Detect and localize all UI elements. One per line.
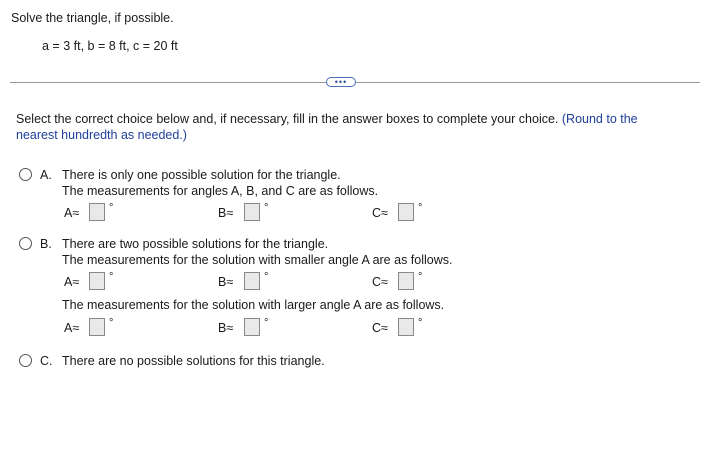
choice-b1-angle-A-input[interactable] — [89, 272, 105, 290]
degree-symbol: ° — [264, 317, 269, 329]
radio-choice-c[interactable] — [19, 354, 32, 367]
choice-a-label-A: A≈ — [64, 206, 80, 220]
choice-b1-label-A: A≈ — [64, 275, 80, 289]
problem-given: a = 3 ft, b = 8 ft, c = 20 ft — [42, 39, 178, 53]
choice-a-label-C: C≈ — [372, 206, 388, 220]
choice-a-angle-C-input[interactable] — [398, 203, 414, 221]
more-button[interactable]: ••• — [326, 77, 356, 87]
degree-symbol: ° — [109, 271, 114, 283]
choice-b-letter: B. — [40, 237, 52, 251]
degree-symbol: ° — [264, 271, 269, 283]
choice-b2-label-C: C≈ — [372, 321, 388, 335]
radio-choice-a[interactable] — [19, 168, 32, 181]
choice-a-label-B: B≈ — [218, 206, 234, 220]
choice-b1-label-C: C≈ — [372, 275, 388, 289]
prompt-text: Select the correct choice below and, if necessary, fill in the answer boxes to complete your choice. — [16, 112, 559, 126]
choice-b1-angle-B-input[interactable] — [244, 272, 260, 290]
degree-symbol: ° — [264, 202, 269, 214]
degree-symbol: ° — [109, 317, 114, 329]
degree-symbol: ° — [418, 317, 423, 329]
choice-b-subtext-2: The measurements for the solution with larger angle A are as follows. — [62, 298, 445, 312]
radio-choice-b[interactable] — [19, 237, 32, 250]
choice-b1-angle-C-input[interactable] — [398, 272, 414, 290]
choice-b2-angle-A-input[interactable] — [89, 318, 105, 336]
degree-symbol: ° — [109, 202, 114, 214]
prompt-line-1 — [16, 112, 638, 126]
choice-a-angle-B-input[interactable] — [244, 203, 260, 221]
choice-a-letter: A. — [40, 168, 52, 182]
round-note-continued: nearest hundredth as needed.) — [16, 128, 187, 142]
choice-a-angle-A-input[interactable] — [89, 203, 105, 221]
degree-symbol: ° — [418, 202, 423, 214]
round-note-part: (Round to the — [561, 112, 638, 126]
problem-instruction: Solve the triangle, if possible. — [11, 11, 174, 25]
choice-c-text: There are no possible solutions for this triangle. — [62, 354, 325, 368]
choice-b1-label-B: B≈ — [218, 275, 234, 289]
choice-a-text: There is only one possible solution for the triangle. — [62, 168, 341, 182]
choice-b2-label-B: B≈ — [218, 321, 234, 335]
choice-b2-angle-C-input[interactable] — [398, 318, 414, 336]
choice-b-subtext-1: The measurements for the solution with smaller angle A are as follows. — [62, 253, 453, 267]
choice-b-text: There are two possible solutions for the triangle. — [62, 237, 329, 251]
degree-symbol: ° — [418, 271, 423, 283]
choice-a-subtext: The measurements for angles A, B, and C are as follows. — [62, 184, 379, 198]
choice-b2-angle-B-input[interactable] — [244, 318, 260, 336]
choice-b2-label-A: A≈ — [64, 321, 80, 335]
choice-c-letter: C. — [40, 354, 53, 368]
